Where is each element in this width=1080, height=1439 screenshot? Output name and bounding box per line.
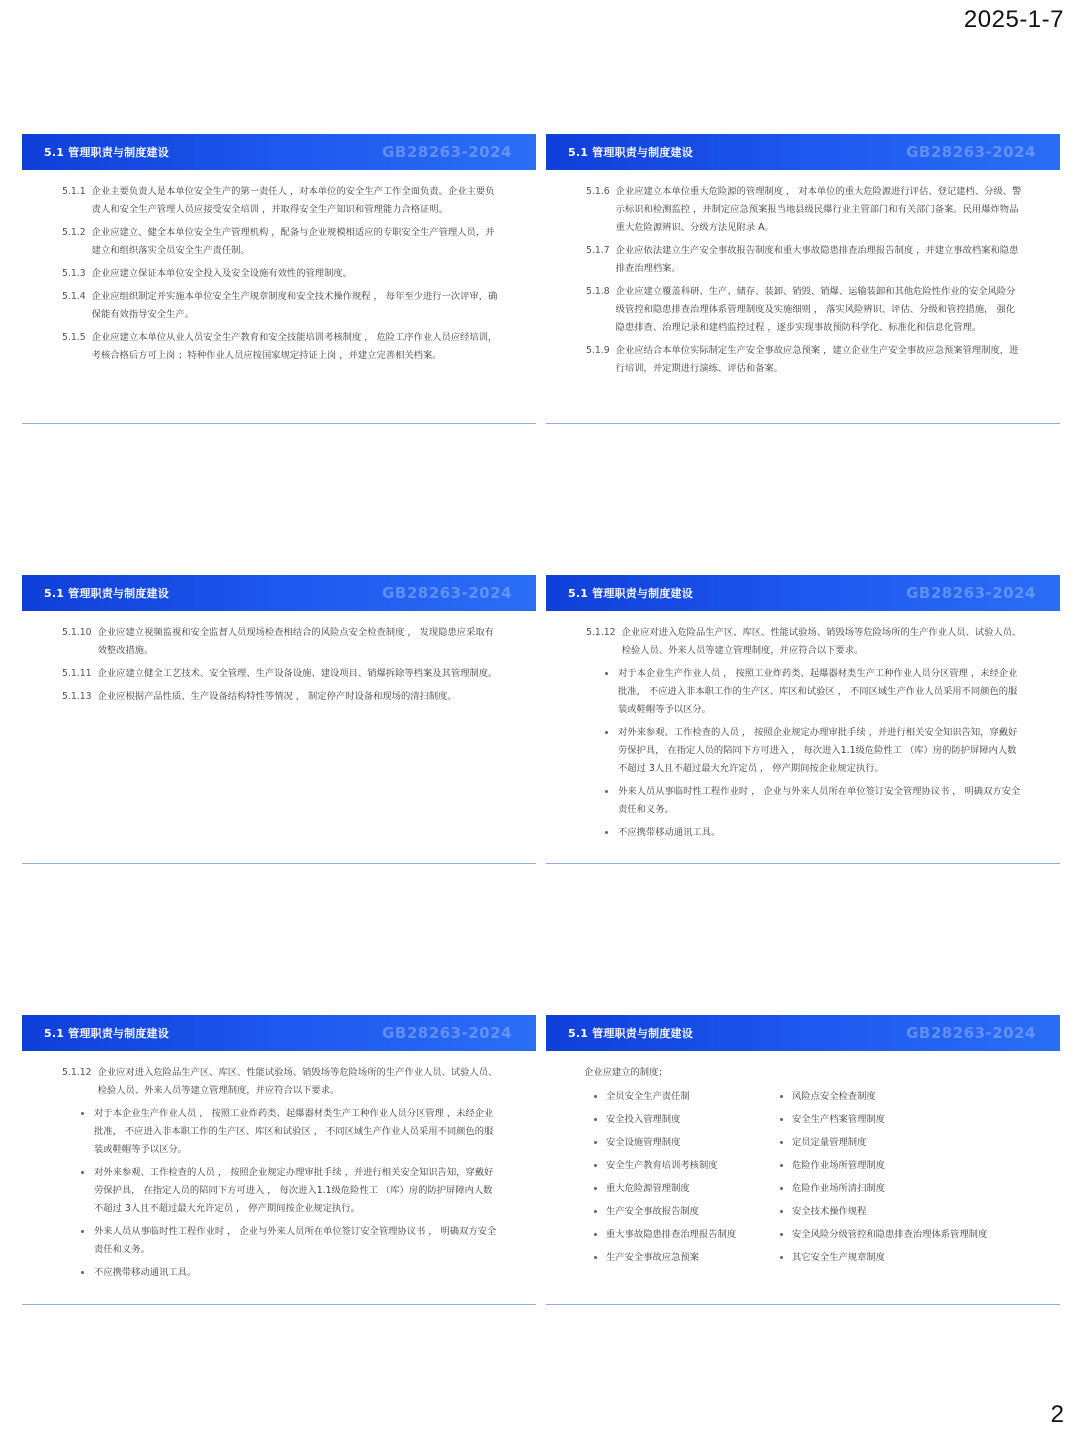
list-item: 生产安全事故报告制度 xyxy=(592,1203,778,1226)
slide-header xyxy=(546,1015,1060,1051)
systems-list-left xyxy=(586,1088,778,1272)
clause-text: 企业主要负责人是本单位安全生产的第一责任人 ，对本单位的安全生产工作全面负责。企业主要负责人和安全生产管理人员应接受安全培训 ，并取得安全生产知识和管理能力合格证明。 xyxy=(91,186,495,215)
clause xyxy=(586,183,1022,237)
slide-watermark: GB28263-2024 xyxy=(906,143,1036,161)
slide-body xyxy=(546,1051,1060,1272)
clause xyxy=(62,183,498,219)
clause xyxy=(62,288,498,324)
document-date: 2025-1-7 xyxy=(963,6,1064,33)
clause-number: 5.1.4 xyxy=(62,291,86,302)
slide-body xyxy=(22,170,536,365)
clause-text: 企业应组织制定并实施本单位安全生产规章制度和安全技术操作规程 ， 每年至少进行一次评审，确保能有效指导安全生产。 xyxy=(91,291,498,320)
list-item: 生产安全事故应急预案 xyxy=(592,1249,778,1272)
clause xyxy=(62,665,498,683)
slide-body xyxy=(546,170,1060,378)
clause-number: 5.1.3 xyxy=(62,268,86,279)
clause-number: 5.1.2 xyxy=(62,227,86,238)
list-item: 外来人员从事临时性工程作业时 ， 企业与外来人员所在单位签订安全管理协议书 ， 明确双方安全责任和义务。 xyxy=(80,1223,498,1259)
clause-number: 5.1.11 xyxy=(62,668,92,679)
clause-text: 企业应建立本单位重大危险源的管理制度 ， 对本单位的重大危险源进行评估、登记建档、分级、警示标识和检测监控 ，并制定应急预案报当地县级民爆行业主管部门和有关部门备案。民用爆炸物品重大危险源辨识、分级方法见附录 A。 xyxy=(615,186,1022,233)
clause-text: 企业应建立视频监视和安全监督人员现场检查相结合的风险点安全检查制度 ， 发现隐患应采取有效整改措施。 xyxy=(97,627,494,656)
list-item: 安全生产档案管理制度 xyxy=(778,1111,987,1134)
slide-3 xyxy=(22,575,536,864)
slide-watermark: GB28263-2024 xyxy=(906,584,1036,602)
clause-text: 企业应根据产品性质、生产设备结构特性等情况 ， 制定停产时设备和现场的清扫制度。 xyxy=(97,691,457,702)
slide-4 xyxy=(546,575,1060,864)
list-item: 安全生产教育培训考核制度 xyxy=(592,1157,778,1180)
clause xyxy=(62,224,498,260)
clause-text: 企业应建立保证本单位安全投入及安全设施有效性的管理制度。 xyxy=(91,268,352,279)
clause xyxy=(62,688,498,706)
list-item: 重大危险源管理制度 xyxy=(592,1180,778,1203)
list-item: 外来人员从事临时性工程作业时 ， 企业与外来人员所在单位签订安全管理协议书 ， 明确双方安全责任和义务。 xyxy=(604,783,1022,819)
requirement-list xyxy=(586,665,1022,842)
slide-header xyxy=(546,575,1060,611)
slide-title: 5.1 管理职责与制度建设 xyxy=(568,587,693,600)
clause xyxy=(62,624,498,660)
slide-title: 5.1 管理职责与制度建设 xyxy=(568,1027,693,1040)
clause-number: 5.1.10 xyxy=(62,627,92,638)
list-item: 危险作业场所管理制度 xyxy=(778,1157,987,1180)
slide-1 xyxy=(22,134,536,424)
clause xyxy=(62,329,498,365)
clause-number: 5.1.8 xyxy=(586,286,610,297)
slide-2 xyxy=(546,134,1060,424)
clause-text: 企业应建立覆盖科研、生产、储存、装卸、销毁、销爆、运输装卸和其他危险性作业的安全风险分级管控和隐患排查治理体系管理制度及实施细则 ， 落实风险辨识、评估、分级和管控措施， 强化隐患排查、治理记录和建档监控过程 ，逐步实现事故预防科学化、标准化和信息化管理。 xyxy=(615,286,1016,333)
clause-text: 企业应建立健全工艺技术、安全管理、生产设备设施、建设项目、销爆拆除等档案及其管理制度。 xyxy=(97,668,498,679)
list-item: 其它安全生产规章制度 xyxy=(778,1249,987,1272)
slide-watermark: GB28263-2024 xyxy=(382,584,512,602)
slide-body xyxy=(546,611,1060,842)
slide-body xyxy=(22,1051,536,1282)
list-item: 重大事故隐患排查治理报告制度 xyxy=(592,1226,778,1249)
clause xyxy=(62,1064,498,1100)
page-number: 2 xyxy=(1050,1401,1064,1428)
list-item: 定员定量管理制度 xyxy=(778,1134,987,1157)
slide-title: 5.1 管理职责与制度建设 xyxy=(44,146,169,159)
list-item: 安全技术操作规程 xyxy=(778,1203,987,1226)
clause-number: 5.1.1 xyxy=(62,186,86,197)
list-item: 对外来参观、工作检查的人员 ， 按照企业规定办理审批手续 ，并进行相关安全知识告知，穿戴好劳保护具， 在指定人员的陪同下方可进入 ， 每次进入1.1级危险性工 （库）房的防护屏障内人数不超过 3人且不超过最大允许定员 ， 停产期间按企业规定执行。 xyxy=(604,724,1022,778)
list-item: 对于本企业生产作业人员 ， 按照工业炸药类、起爆器材类生产工种作业人员分区管理 ，未经企业批准， 不应进入非本职工作的生产区、库区和试验区 ， 不同区域生产作业人员采用不同颜色的服装或鞋帽等予以区分。 xyxy=(80,1105,498,1159)
systems-list-right xyxy=(778,1088,987,1272)
clause xyxy=(586,242,1022,278)
clause-text: 企业应对进入危险品生产区、库区、性能试验场、销毁场等危险场所的生产作业人员、试验人员、检验人员、外来人员等建立管理制度，并应符合以下要求。 xyxy=(97,1067,498,1096)
list-item: 安全风险分级管控和隐患排查治理体系管理制度 xyxy=(778,1226,987,1249)
slide-header xyxy=(22,134,536,170)
clause-text: 企业应结合本单位实际制定生产安全事故应急预案 ，建立企业生产安全事故应急预案管理制度，进行培训，并定期进行演练、评估和备案。 xyxy=(615,345,1019,374)
clause-number: 5.1.7 xyxy=(586,245,610,256)
slide-title: 5.1 管理职责与制度建设 xyxy=(44,1027,169,1040)
slide-watermark: GB28263-2024 xyxy=(382,143,512,161)
clause-number: 5.1.6 xyxy=(586,186,610,197)
slide-header xyxy=(22,1015,536,1051)
clause-number: 5.1.5 xyxy=(62,332,86,343)
slide-title: 5.1 管理职责与制度建设 xyxy=(568,146,693,159)
list-item: 全员安全生产责任制 xyxy=(592,1088,778,1111)
list-item: 对外来参观、工作检查的人员 ， 按照企业规定办理审批手续 ，并进行相关安全知识告知，穿戴好劳保护具， 在指定人员的陪同下方可进入 ， 每次进入1.1级危险性工 （库）房的防护屏障内人数不超过 3人且不超过最大允许定员 ， 停产期间按企业规定执行。 xyxy=(80,1164,498,1218)
list-item: 不应携带移动通讯工具。 xyxy=(604,824,1022,842)
slide-header xyxy=(22,575,536,611)
systems-intro: 企业应建立的制度； xyxy=(584,1067,668,1078)
slide-header xyxy=(546,134,1060,170)
list-item: 风险点安全检查制度 xyxy=(778,1088,987,1111)
list-item: 危险作业场所清扫制度 xyxy=(778,1180,987,1203)
slide-5 xyxy=(22,1015,536,1305)
list-item: 安全设施管理制度 xyxy=(592,1134,778,1157)
clause xyxy=(586,342,1022,378)
systems-columns xyxy=(586,1088,1022,1272)
list-item: 不应携带移动通讯工具。 xyxy=(80,1264,498,1282)
clause-text: 企业应对进入危险品生产区、库区、性能试验场、销毁场等危险场所的生产作业人员、试验人员、检验人员、外来人员等建立管理制度，并应符合以下要求。 xyxy=(621,627,1022,656)
list-item: 安全投入管理制度 xyxy=(592,1111,778,1134)
clause-number: 5.1.12 xyxy=(62,1067,92,1078)
slide-body xyxy=(22,611,536,706)
clause-text: 企业应建立本单位从业人员安全生产教育和安全技能培训考核制度 ， 危险工序作业人员应经培训，考核合格后方可上岗 ；特种作业人员应按国家规定持证上岗 ，并建立完善相关档案。 xyxy=(91,332,498,361)
clause-number: 5.1.13 xyxy=(62,691,92,702)
clause-text: 企业应依法建立生产安全事故报告制度和重大事故隐患排查治理报告制度 ，并建立事故档案和隐患排查治理档案。 xyxy=(615,245,1019,274)
clause xyxy=(586,624,1022,660)
clause-text: 企业应建立、健全本单位安全生产管理机构 ，配备与企业规模相适应的专职安全生产管理人员，并建立和组织落实全员安全生产责任制。 xyxy=(91,227,495,256)
clause-number: 5.1.12 xyxy=(586,627,616,638)
clause xyxy=(62,265,498,283)
slide-title: 5.1 管理职责与制度建设 xyxy=(44,587,169,600)
list-item: 对于本企业生产作业人员 ， 按照工业炸药类、起爆器材类生产工种作业人员分区管理 ，未经企业批准， 不应进入非本职工作的生产区、库区和试验区 ， 不同区域生产作业人员采用不同颜色的服装或鞋帽等予以区分。 xyxy=(604,665,1022,719)
slide-watermark: GB28263-2024 xyxy=(906,1024,1036,1042)
slide-watermark: GB28263-2024 xyxy=(382,1024,512,1042)
slide-6 xyxy=(546,1015,1060,1305)
requirement-list xyxy=(62,1105,498,1282)
clause-number: 5.1.9 xyxy=(586,345,610,356)
clause xyxy=(586,283,1022,337)
